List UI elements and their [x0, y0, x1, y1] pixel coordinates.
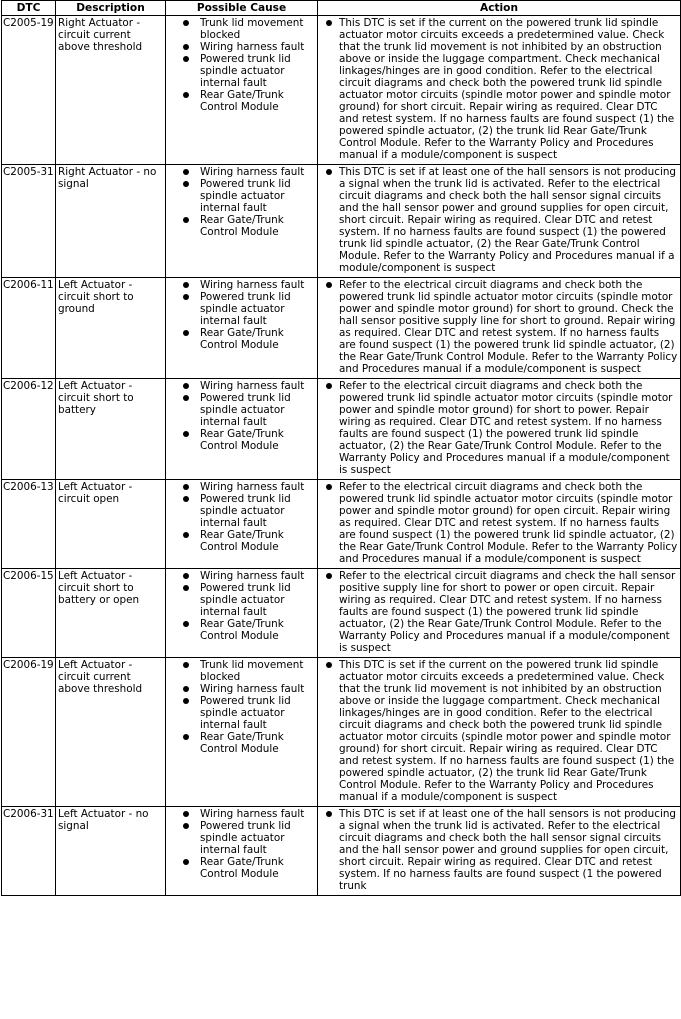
possible-cause-item: Rear Gate/Trunk Control Module — [200, 89, 315, 113]
possible-cause-item: Powered trunk lid spindle actuator internal fault — [200, 291, 315, 327]
possible-cause-cell — [166, 16, 318, 165]
possible-cause-item: Rear Gate/Trunk Control Module — [200, 214, 315, 238]
possible-cause-item: Rear Gate/Trunk Control Module — [200, 856, 315, 880]
table-row — [2, 658, 681, 807]
possible-cause-list — [168, 570, 315, 642]
table-row — [2, 278, 681, 379]
dtc-code: C2006-13 — [2, 480, 56, 569]
possible-cause-item: Wiring harness fault — [200, 166, 315, 178]
dtc-description: Right Actuator - circuit current above threshold — [56, 16, 166, 165]
possible-cause-item: Rear Gate/Trunk Control Module — [200, 618, 315, 642]
action-cell — [318, 16, 681, 165]
dtc-code: C2006-31 — [2, 807, 56, 896]
dtc-description: Left Actuator - circuit current above threshold — [56, 658, 166, 807]
possible-cause-list — [168, 17, 315, 113]
action-list — [320, 570, 678, 654]
dtc-description: Right Actuator - no signal — [56, 165, 166, 278]
possible-cause-list — [168, 808, 315, 880]
header-action: Action — [318, 1, 681, 16]
header-dtc: DTC — [2, 1, 56, 16]
action-text: Refer to the electrical circuit diagrams and check both the powered trunk lid spindle actuator motor circuits (spindle motor power and spindle motor ground) for short to ground. Check the hall sensor positive supply line for short to ground. Repair wiring as required. Clear DTC and retest system. If no harness faults are found suspect (1) the powered trunk lid spindle actuator, (2) the Rear Gate/Trunk Control Module. Refer to the Warranty Policy and Procedures manual if a module/component is suspect — [339, 279, 678, 375]
dtc-code: C2006-12 — [2, 379, 56, 480]
possible-cause-item: Powered trunk lid spindle actuator internal fault — [200, 53, 315, 89]
dtc-description: Left Actuator - circuit short to battery or open — [56, 569, 166, 658]
action-cell — [318, 569, 681, 658]
possible-cause-list — [168, 659, 315, 755]
action-list — [320, 279, 678, 375]
action-list — [320, 481, 678, 565]
possible-cause-item: Wiring harness fault — [200, 683, 315, 695]
action-list — [320, 17, 678, 161]
action-cell — [318, 480, 681, 569]
dtc-code: C2005-19 — [2, 16, 56, 165]
dtc-description: Left Actuator - circuit short to battery — [56, 379, 166, 480]
possible-cause-item: Wiring harness fault — [200, 808, 315, 820]
possible-cause-cell — [166, 480, 318, 569]
possible-cause-item: Wiring harness fault — [200, 380, 315, 392]
possible-cause-item: Powered trunk lid spindle actuator internal fault — [200, 392, 315, 428]
action-text: This DTC is set if at least one of the hall sensors is not producing a signal when the trunk lid is activated. Refer to the electrical circuit diagrams and check both the hall sensor signal circuits and the hall sensor power and ground supplies for open circuit, short circuit. Repair wiring as required. Clear DTC and retest system. If no harness faults are found suspect (1) the powered trunk lid spindle actuator, (2) the Rear Gate/Trunk Control Module. Refer to the Warranty Policy and Procedures manual if a module/component is suspect — [339, 166, 677, 274]
dtc-description: Left Actuator - no signal — [56, 807, 166, 896]
action-text: Refer to the electrical circuit diagrams and check the hall sensor positive supply line for short to power or open circuit. Repair wiring as required. Clear DTC and retest system. If no harness faults are found suspect (1) the powered trunk lid spindle actuator, (2) the Rear Gate/Trunk Control Module. Refer to the Warranty Policy and Procedures manual if a module/component is suspect — [339, 570, 678, 654]
possible-cause-item: Powered trunk lid spindle actuator internal fault — [200, 493, 315, 529]
action-text: This DTC is set if the current on the powered trunk lid spindle actuator motor circuits exceeds a predetermined value. Check that the trunk lid movement is not inhibited by an obstruction above or inside the luggage compartment. Check mechanical linkages/hinges are in good condition. Refer to the electrical circuit diagrams and check both the powered trunk lid spindle actuator motor circuits (spindle motor power and spindle motor ground) for short circuit. Repair wiring as required. Clear DTC and retest system. If no harness faults are found suspect (1) the powered spindle actuator, (2) the trunk lid Rear Gate/Trunk Control Module. Refer to the Warranty Policy and Procedures manual if a module/component is suspect — [339, 17, 678, 161]
possible-cause-list — [168, 279, 315, 351]
action-cell — [318, 165, 681, 278]
possible-cause-list — [168, 166, 315, 238]
possible-cause-item: Trunk lid movement blocked — [200, 659, 315, 683]
action-text: This DTC is set if at least one of the hall sensors is not producing a signal when the trunk lid is activated. Refer to the electrical circuit diagrams and check both the hall sensor signal circuits and the hall sensor power and ground supplies for open circuit, short circuit. Repair wiring as required. Clear DTC and retest system. If no harness faults are found suspect (1 the powered trunk — [339, 808, 677, 892]
possible-cause-list — [168, 481, 315, 553]
dtc-code: C2006-15 — [2, 569, 56, 658]
action-text: Refer to the electrical circuit diagrams and check both the powered trunk lid spindle actuator motor circuits (spindle motor power and spindle motor ground) for short to power. Repair wiring as required. Clear DTC and retest system. If no harness faults are found suspect (1) the powered trunk lid spindle actuator, (2) the Rear Gate/Trunk Control Module. Refer to the Warranty Policy and Procedures manual if a module/component is suspect — [339, 380, 678, 476]
dtc-table — [1, 0, 681, 896]
possible-cause-cell — [166, 569, 318, 658]
possible-cause-item: Powered trunk lid spindle actuator internal fault — [200, 178, 315, 214]
action-text: Refer to the electrical circuit diagrams and check both the powered trunk lid spindle actuator motor circuits (spindle motor power and spindle motor ground) for open circuit. Repair wiring as required. Clear DTC and retest system. If no harness faults are found suspect (1) the powered trunk lid spindle actuator, (2) the Rear Gate/Trunk Control Module. Refer to the Warranty Policy and Procedures manual if a module/component is suspect — [339, 481, 678, 565]
possible-cause-item: Rear Gate/Trunk Control Module — [200, 529, 315, 553]
possible-cause-cell — [166, 379, 318, 480]
dtc-code: C2005-31 — [2, 165, 56, 278]
action-cell — [318, 658, 681, 807]
possible-cause-cell — [166, 278, 318, 379]
header-possible-cause: Possible Cause — [166, 1, 318, 16]
possible-cause-cell — [166, 658, 318, 807]
possible-cause-item: Rear Gate/Trunk Control Module — [200, 731, 315, 755]
table-row — [2, 807, 681, 896]
possible-cause-item: Powered trunk lid spindle actuator internal fault — [200, 582, 315, 618]
possible-cause-item: Rear Gate/Trunk Control Module — [200, 327, 315, 351]
possible-cause-cell — [166, 165, 318, 278]
action-cell — [318, 379, 681, 480]
possible-cause-item: Rear Gate/Trunk Control Module — [200, 428, 315, 452]
possible-cause-list — [168, 380, 315, 452]
action-cell — [318, 278, 681, 379]
possible-cause-cell — [166, 807, 318, 896]
dtc-code: C2006-11 — [2, 278, 56, 379]
possible-cause-item: Wiring harness fault — [200, 279, 315, 291]
possible-cause-item: Wiring harness fault — [200, 41, 315, 53]
action-list — [320, 659, 678, 803]
possible-cause-item: Powered trunk lid spindle actuator internal fault — [200, 695, 315, 731]
action-cell — [318, 807, 681, 896]
dtc-code: C2006-19 — [2, 658, 56, 807]
dtc-description: Left Actuator - circuit short to ground — [56, 278, 166, 379]
table-body — [2, 16, 681, 896]
possible-cause-item: Trunk lid movement blocked — [200, 17, 315, 41]
table-row — [2, 569, 681, 658]
table-row — [2, 379, 681, 480]
possible-cause-item: Powered trunk lid spindle actuator internal fault — [200, 820, 315, 856]
dtc-description: Left Actuator - circuit open — [56, 480, 166, 569]
action-list — [320, 380, 678, 476]
table-row — [2, 480, 681, 569]
possible-cause-item: Wiring harness fault — [200, 481, 315, 493]
action-list — [320, 808, 678, 892]
header-description: Description — [56, 1, 166, 16]
table-row — [2, 165, 681, 278]
action-list — [320, 166, 678, 274]
possible-cause-item: Wiring harness fault — [200, 570, 315, 582]
table-header-row — [2, 1, 681, 16]
action-text: This DTC is set if the current on the powered trunk lid spindle actuator motor circuits exceeds a predetermined value. Check that the trunk lid movement is not inhibited by an obstruction above or inside the luggage compartment. Check mechanical linkages/hinges are in good condition. Refer to the electrical circuit diagrams and check both the powered trunk lid spindle actuator motor circuits (spindle motor power and spindle motor ground) for short circuit. Repair wiring as required. Clear DTC and retest system. If no harness faults are found suspect (1) the powered spindle actuator, (2) the trunk lid Rear Gate/Trunk Control Module. Refer to the Warranty Policy and Procedures manual if a module/component is suspect — [339, 659, 678, 803]
table-row — [2, 16, 681, 165]
